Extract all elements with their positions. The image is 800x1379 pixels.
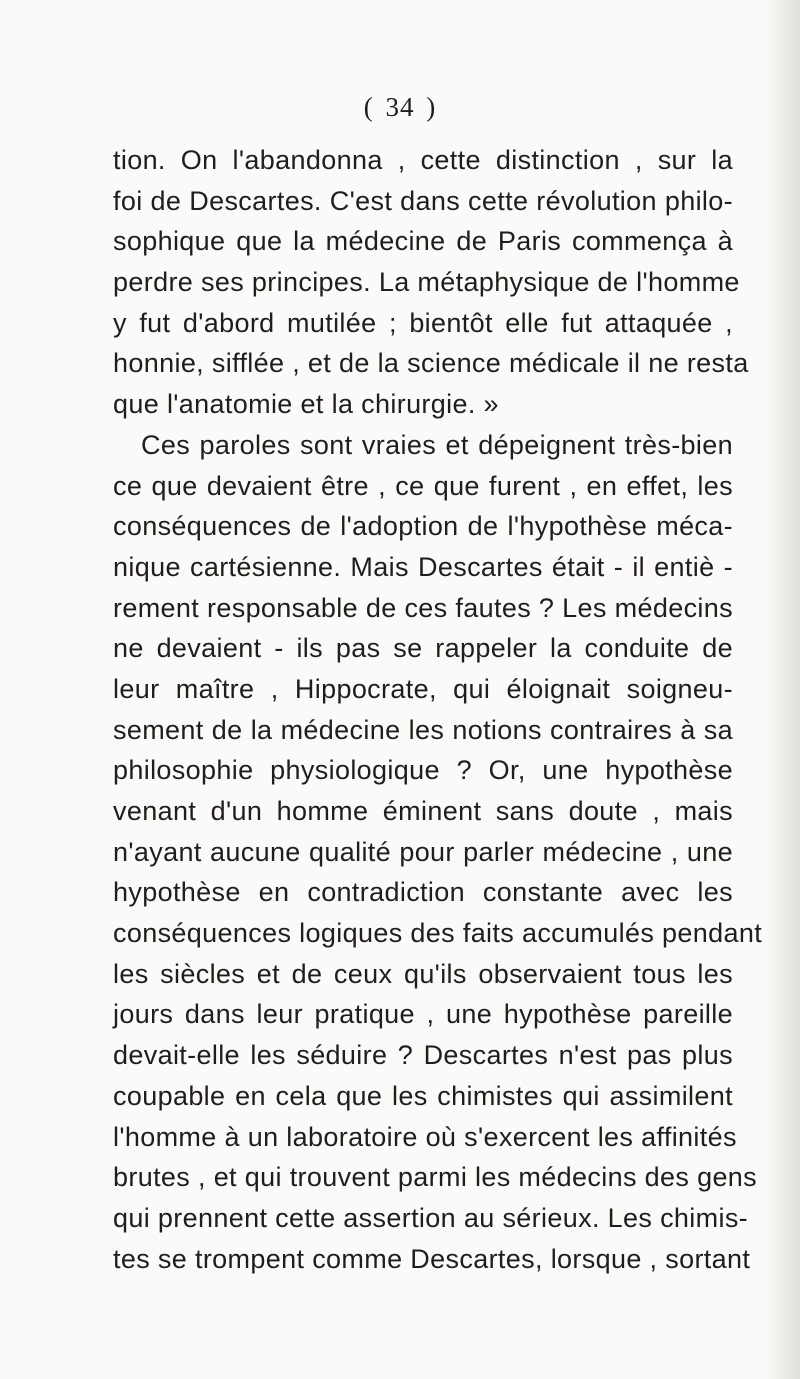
text-line: qui prennent cette assertion au sérieux. Les chimis- (113, 1202, 749, 1233)
text-line: les siècles et de ceux qu'ils observaient tous les (113, 958, 733, 989)
text-line: nique cartésienne. Mais Descartes était - il entiè - (113, 551, 733, 582)
text-line: n'ayant aucune qualité pour parler médecine , une (113, 836, 733, 867)
text-line: conséquences de l'adoption de l'hypothèse méca- (113, 511, 733, 542)
text-line: venant d'un homme éminent sans doute , mais (113, 796, 733, 826)
page-number: ( 34 ) (363, 92, 437, 122)
text-line: l'homme à un laboratoire où s'exercent les affinités (113, 1121, 737, 1152)
text-line: leur maître , Hippocrate, qui éloignait soigneu- (113, 673, 733, 704)
page-edge-shadow (766, 0, 800, 1379)
text-line: conséquences logiques des faits accumulés pendant (113, 918, 763, 949)
text-line: hypothèse en contradiction constante avec les (113, 877, 733, 908)
text-line: tion. On l'abandonna , cette distinction , sur la (113, 145, 733, 175)
text-line: brutes , et qui trouvent parmi les médecins des gens (113, 1162, 758, 1193)
text-line: philosophie physiologique ? Or, une hypothèse (113, 755, 733, 786)
body-text (113, 140, 763, 1279)
text-line: perdre ses principes. La métaphysique de l'homme (113, 267, 740, 298)
text-line: que l'anatomie et la chirurgie. » (113, 389, 499, 420)
text-line: honnie, sifflée , et de la science médicale il ne resta (113, 348, 749, 379)
text-line: y fut d'abord mutilée ; bientôt elle fut attaquée , (113, 307, 733, 338)
text-line: sement de la médecine les notions contraires à sa (113, 714, 733, 745)
text-line: ce que devaient être , ce que furent , en effet, les (113, 470, 733, 501)
text-line: foi de Descartes. C'est dans cette révolution philo- (113, 185, 733, 216)
text-line: sophique que la médecine de Paris commença à (113, 226, 733, 257)
text-line: rement responsable de ces fautes ? Les médecins (113, 592, 733, 623)
text-line: tes se trompent comme Descartes, lorsque , sortant (113, 1243, 751, 1274)
text-line: ne devaient - ils pas se rappeler la conduite de (113, 633, 733, 664)
text-line: devait-elle les séduire ? Descartes n'est pas plus (113, 1040, 733, 1071)
text-line: jours dans leur pratique , une hypothèse pareille (113, 999, 733, 1030)
text-line: coupable en cela que les chimistes qui assimilent (113, 1080, 733, 1111)
text-line: Ces paroles sont vraies et dépeignent très-bien (141, 429, 733, 460)
